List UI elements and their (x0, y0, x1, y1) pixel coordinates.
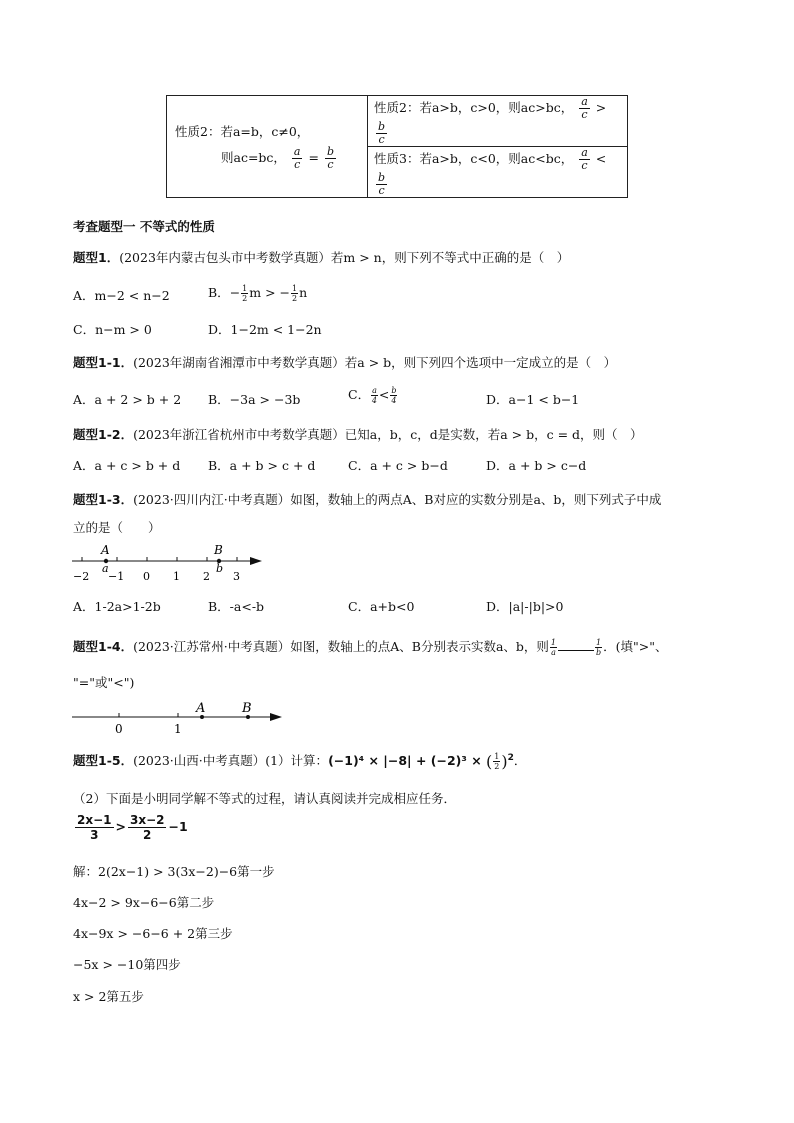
math-expression: (−1)⁴ × |−8| + (−2)³ × (328, 753, 487, 768)
fraction-1-over-b (595, 638, 602, 657)
option-prefix: C． (348, 387, 371, 402)
point-b-label: B (214, 543, 223, 557)
q1-option-a[interactable]: A．m−2 < n−2 (73, 288, 170, 303)
fraction-denominator: 2 (494, 762, 500, 771)
question-label: 题型1-5． (73, 753, 134, 768)
q1-2-option-b[interactable]: B．a + b > c + d (208, 458, 316, 473)
fraction-denominator: 4 (371, 396, 378, 405)
question-text: (2023·山西·中考真题）(1）计算： (133, 753, 329, 768)
question-1-2 (73, 425, 643, 443)
point-a-label: A (196, 701, 206, 716)
q1-2-option-d[interactable]: D．a + b > c−d (486, 458, 587, 473)
fraction-denominator: b (595, 648, 602, 657)
tick-label: −1 (108, 570, 125, 583)
property-right-row2 (368, 147, 628, 198)
point-a-label: A (101, 543, 110, 557)
fraction-denominator: 2 (143, 828, 152, 842)
tick-label: 1 (174, 722, 182, 736)
fraction-numerator: b (378, 171, 386, 184)
fraction-a-over-4 (371, 386, 378, 405)
question-1-5-part2: （2）下面是小明同学解不等式的过程，请认真阅读并完成相应任务． (73, 791, 456, 806)
fraction-numerator: 1 (242, 284, 248, 293)
greater-sign: > (595, 100, 607, 115)
fraction-denominator: c (581, 108, 588, 121)
number-line-2 (68, 697, 290, 739)
properties-table (166, 95, 628, 198)
fraction-numerator: 1 (596, 638, 602, 647)
property-left-cell (167, 96, 368, 198)
fraction-half (241, 284, 248, 303)
solution-step-2: 4x−2 > 9x−6−6第二步 (73, 895, 215, 910)
property-left-line1: 性质2：若a=b，c≠0， (175, 124, 310, 139)
value-a-label: a (102, 562, 109, 575)
fraction-left (75, 813, 114, 842)
question-1-3-line2: 立的是（ ） (73, 520, 161, 535)
fraction-denominator: 2 (292, 294, 298, 303)
property-left-line2-prefix: 则ac=bc， (221, 150, 286, 165)
less-sign: < (595, 151, 607, 166)
fraction-numerator: b (378, 120, 386, 133)
period: ． (513, 753, 527, 768)
fraction-denominator: a (551, 648, 556, 657)
minus-sign: − (229, 285, 241, 300)
value-b-label: b (216, 562, 224, 575)
q1-1-option-d[interactable]: D．a−1 < b−1 (486, 392, 580, 407)
question-text: (2023·四川内江·中考真题）如图，数轴上的两点A、B对应的实数分别是a、b，则下列式子中成 (133, 492, 662, 507)
fraction-denominator: 3 (90, 828, 99, 842)
q1-2-option-a[interactable]: A．a + c > b + d (73, 458, 181, 473)
question-label: 题型1-1． (73, 355, 134, 370)
exponent: 2 (507, 752, 514, 763)
tick-label: 0 (115, 722, 123, 736)
option-prefix: B． (208, 285, 230, 300)
q1-1-option-b[interactable]: B．−3a > −3b (208, 392, 301, 407)
question-1-1 (73, 353, 616, 371)
number-line-1 (68, 540, 268, 586)
fraction-numerator: a (581, 146, 588, 159)
fraction-b-over-c (376, 121, 387, 146)
fraction-numerator: a (372, 386, 377, 395)
fraction-a-over-c (579, 147, 590, 172)
paren-close: ) (501, 752, 508, 771)
solution-step-5: x > 2第五步 (73, 989, 144, 1004)
question-label: 题型1-2． (73, 427, 134, 442)
property-left-line2 (173, 146, 361, 171)
fraction-denominator: c (581, 159, 588, 172)
option-mid: m > (249, 285, 280, 300)
q1-3-option-a[interactable]: A．1-2a>1-2b (73, 599, 161, 614)
q1-1-option-a[interactable]: A．a + 2 > b + 2 (73, 392, 182, 407)
property-right-row1 (368, 96, 628, 147)
solution-step-1: 解：2(2x−1) > 3(3x−2)−6第一步 (73, 864, 275, 879)
fraction-b-over-4 (390, 386, 397, 405)
property-right-row1-text: 性质2：若a>b，c>0，则ac>bc， (374, 100, 574, 115)
question-text: (2023年内蒙古包头市中考数学真题）若m > n，则下列不等式中正确的是（ ） (119, 250, 570, 265)
fraction-numerator: 1 (292, 284, 298, 293)
paren-open: ( (486, 752, 493, 771)
question-1-5 (73, 751, 526, 771)
option-suffix: n (299, 285, 308, 300)
fraction-half (291, 284, 298, 303)
section-title: 考查题型一 不等式的性质 (73, 219, 215, 234)
question-label: 题型1-4． (73, 639, 134, 654)
fraction-numerator: 1 (550, 638, 556, 647)
fraction-numerator: 3x−2 (129, 813, 165, 827)
fraction-numerator: b (391, 386, 397, 395)
fraction-denominator: 2 (242, 294, 248, 303)
question-label: 题型1-3． (73, 492, 134, 507)
fraction-numerator: b (326, 145, 334, 158)
tick-label: 3 (233, 570, 240, 583)
q1-option-b[interactable] (208, 283, 307, 303)
q1-3-option-d[interactable]: D．|a|-|b|>0 (486, 599, 564, 614)
solution-step-3: 4x−9x > −6−6 + 2第三步 (73, 926, 233, 941)
q1-option-c[interactable]: C．n−m > 0 (73, 322, 152, 337)
q1-option-d[interactable]: D．1−2m < 1−2n (208, 322, 322, 337)
question-text: (2023年浙江省杭州市中考数学真题）已知a，b，c，d是实数，若a > b，c = d，则（ ） (133, 427, 643, 442)
question-text-suffix: ．(填">"、 (603, 639, 668, 654)
axis-arrow (250, 557, 262, 565)
tick-label: −2 (73, 570, 90, 583)
property-right-row2-text: 性质3：若a>b，c<0，则ac<bc， (374, 151, 574, 166)
tick-label: 2 (203, 570, 210, 583)
fraction-1-over-a (550, 638, 557, 657)
question-1-3 (73, 490, 661, 508)
fraction-denominator: c (378, 184, 385, 197)
equals-sign: = (308, 150, 319, 165)
greater-sign: > (115, 819, 126, 834)
fraction-numerator: 2x−1 (77, 813, 112, 827)
inequality-expression (73, 813, 188, 842)
question-label: 题型1． (73, 250, 120, 265)
fraction-numerator: a (293, 145, 301, 158)
q1-2-option-c[interactable]: C．a + c > b−d (348, 458, 448, 473)
fraction-denominator: c (378, 133, 385, 146)
solution-step-4: −5x > −10第四步 (73, 957, 181, 972)
fraction-b-over-c (325, 146, 336, 171)
question-1 (73, 248, 569, 266)
axis-arrow (270, 713, 282, 721)
question-1-4-line2: "="或"<") (73, 675, 135, 690)
fraction-a-over-c (292, 146, 303, 171)
expression-tail: −1 (168, 819, 188, 834)
fraction-a-over-c (579, 96, 590, 121)
point-b-label: B (242, 701, 252, 716)
q1-1-option-c[interactable] (348, 385, 398, 405)
fraction-numerator: a (581, 95, 588, 108)
question-1-4 (73, 637, 667, 657)
tick-label: 1 (173, 570, 180, 583)
answer-blank[interactable] (558, 639, 594, 651)
q1-3-option-b[interactable]: B．-a<-b (208, 599, 265, 614)
fraction-half (493, 752, 500, 771)
question-text: (2023·江苏常州·中考真题）如图，数轴上的点A、B分别表示实数a、b，则 (133, 639, 549, 654)
less-sign: < (378, 387, 390, 402)
question-text: (2023年湖南省湘潭市中考数学真题）若a > b，则下列四个选项中一定成立的是（ ） (133, 355, 617, 370)
q1-3-option-c[interactable]: C．a+b<0 (348, 599, 415, 614)
fraction-denominator: c (327, 158, 334, 171)
fraction-right (128, 813, 167, 842)
tick-label: 0 (143, 570, 150, 583)
fraction-denominator: 4 (391, 396, 397, 405)
minus-sign: − (279, 285, 291, 300)
fraction-b-over-c (376, 172, 387, 197)
fraction-numerator: 1 (494, 752, 500, 761)
fraction-denominator: c (294, 158, 301, 171)
